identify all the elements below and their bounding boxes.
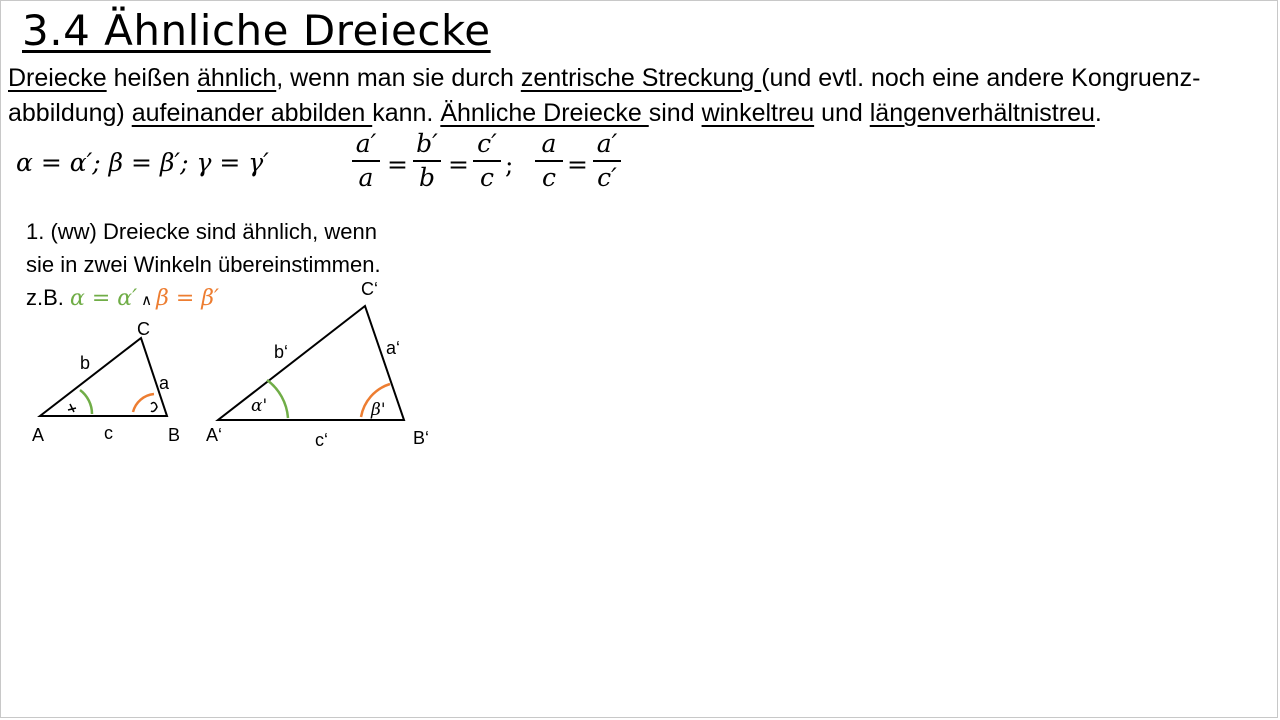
text: und (814, 99, 870, 127)
denominator: c (479, 163, 494, 192)
vertex-C: C (137, 319, 150, 339)
vertex-A: A (32, 425, 45, 445)
vertex-B-prime: B‘ (413, 428, 430, 448)
gamma-mark (68, 404, 76, 412)
denominator: b (418, 163, 435, 192)
term-laengenverhaeltnistreu: längenverhältnistreu (869, 99, 1095, 127)
criterion-line-1: 1. (ww) Dreiecke sind ähnlich, wenn (26, 219, 377, 244)
text: sind (648, 99, 702, 127)
numerator: a′ (596, 129, 618, 158)
numerator: a′ (355, 129, 377, 158)
term-aehnlich: ähnlich (197, 64, 277, 92)
side-c-prime: c‘ (315, 430, 328, 450)
equals-sign: = (567, 150, 588, 179)
numerator: b′ (416, 129, 438, 158)
logical-and: ∧ (141, 292, 153, 309)
vertex-A-prime: A‘ (206, 425, 223, 445)
text: heißen (106, 64, 197, 92)
side-a: a (159, 373, 170, 393)
criterion-line-2: sie in zwei Winkeln übereinstimmen. (26, 252, 381, 277)
angle-equalities: α = α′; β = β′; γ = γ′ (16, 148, 269, 177)
side-a-prime: a‘ (386, 338, 401, 358)
side-c: c (104, 423, 113, 443)
term-zentrische-streckung: zentrische Streckung (520, 64, 762, 92)
text: kann. (372, 99, 441, 127)
equals-sign: = (387, 150, 408, 179)
text: , wenn man sie durch (276, 64, 521, 92)
angle-beta-prime-label: β' (371, 400, 386, 420)
numerator: c′ (477, 129, 497, 158)
denominator: a (358, 163, 374, 192)
denominator: c′ (597, 163, 617, 192)
vertex-B: B (168, 425, 181, 445)
term-dreiecke: Dreiecke (8, 64, 107, 92)
text: abbildung) (8, 99, 132, 127)
triangle-small (40, 338, 170, 416)
beta-equality: β = β′ (156, 286, 219, 311)
term-aufeinander-abbilden: aufeinander abbilden (131, 99, 373, 127)
slide-title: 3.4 Ähnliche Dreiecke (22, 6, 491, 55)
angle-alpha-prime-arc (267, 380, 288, 418)
equals-sign: = (448, 150, 469, 179)
triangle-small-outline (40, 338, 170, 416)
term-winkeltreu: winkeltreu (701, 99, 815, 127)
text: (und evtl. noch eine andere Kongruenz- (761, 64, 1201, 92)
term-aehnliche-dreiecke: Ähnliche Dreiecke (440, 99, 649, 127)
side-b-prime: b‘ (274, 342, 289, 362)
example-prefix: z.B. (26, 285, 71, 310)
angle-alpha-arc (80, 390, 92, 414)
beta-mark (151, 403, 157, 412)
semicolon: ; (505, 150, 514, 179)
side-b: b (80, 353, 91, 373)
angle-alpha-prime-label: α' (251, 396, 268, 416)
denominator: c (541, 163, 556, 192)
numerator: a (541, 129, 557, 158)
alpha-equality: α = α′ (70, 286, 138, 311)
vertex-C-prime: C‘ (361, 279, 378, 299)
text: . (1094, 99, 1102, 127)
angle-beta-arc (133, 394, 154, 412)
